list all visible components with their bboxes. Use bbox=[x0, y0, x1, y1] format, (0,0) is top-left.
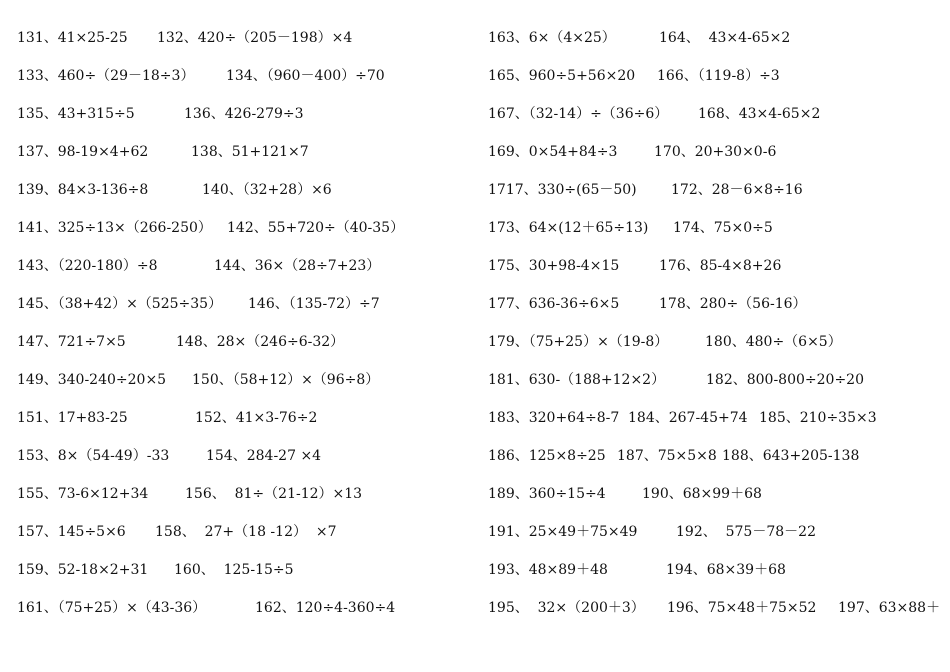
problem-item: 144、36×（28÷7+23） bbox=[214, 258, 381, 274]
problem-item: 172、28－6×8÷16 bbox=[671, 182, 803, 198]
problem-item: 165、960÷5+56×20 bbox=[488, 68, 636, 84]
problem-item: 147、721÷7×5 bbox=[17, 334, 126, 350]
problem-item: 176、85-4×8+26 bbox=[659, 258, 782, 274]
problem-item: 136、426-279÷3 bbox=[184, 106, 304, 122]
right-row bbox=[0, 483, 950, 505]
problem-item: 160、 125-15÷5 bbox=[174, 562, 294, 578]
right-row bbox=[0, 369, 950, 391]
problem-item: 185、210÷35×3 bbox=[759, 410, 877, 426]
problem-item: 195、 32×（200＋3） bbox=[488, 600, 645, 616]
problem-item: 140、（32+28）×6 bbox=[202, 182, 332, 198]
right-row bbox=[0, 27, 950, 49]
right-row bbox=[0, 103, 950, 125]
problem-item: 159、52-18×2+31 bbox=[17, 562, 149, 578]
problem-item: 194、68×39＋68 bbox=[666, 562, 786, 578]
problem-item: 187、75×5×8 bbox=[617, 448, 717, 464]
problem-item: 184、267-45+74 bbox=[628, 410, 748, 426]
problem-item: 192、 575－78－22 bbox=[676, 524, 816, 540]
problem-item: 182、800-800÷20÷20 bbox=[706, 372, 864, 388]
problem-item: 148、28×（246÷6-32） bbox=[176, 334, 345, 350]
problem-item: 196、75×48＋75×52 bbox=[667, 600, 817, 616]
problem-item: 197、63×88＋ bbox=[838, 600, 941, 616]
problem-item: 186、125×8÷25 bbox=[488, 448, 606, 464]
problem-item: 133、460÷（29－18÷3） bbox=[17, 68, 195, 84]
problem-item: 156、 81÷（21-12）×13 bbox=[185, 486, 363, 502]
problem-item: 154、284-27 ×4 bbox=[206, 448, 322, 464]
problem-item: 137、98-19×4+62 bbox=[17, 144, 149, 160]
problem-item: 179、（75+25）×（19-8） bbox=[488, 334, 669, 350]
problem-item: 183、320+64÷8-7 bbox=[488, 410, 620, 426]
problem-item: 180、480÷（6×5） bbox=[705, 334, 842, 350]
problem-item: 161、（75+25）×（43-36） bbox=[17, 600, 207, 616]
right-row bbox=[0, 597, 950, 619]
right-row bbox=[0, 407, 950, 429]
problem-item: 170、20+30×0-6 bbox=[654, 144, 777, 160]
problem-item: 168、43×4-65×2 bbox=[698, 106, 821, 122]
problem-item: 143、（220-180）÷8 bbox=[17, 258, 158, 274]
right-row bbox=[0, 331, 950, 353]
problem-item: 151、17+83-25 bbox=[17, 410, 128, 426]
problem-item: 174、75×0÷5 bbox=[673, 220, 773, 236]
right-row bbox=[0, 179, 950, 201]
problem-item: 155、73-6×12+34 bbox=[17, 486, 149, 502]
right-row bbox=[0, 255, 950, 277]
right-row bbox=[0, 445, 950, 467]
right-row bbox=[0, 65, 950, 87]
problem-item: 141、325÷13×（266-250） bbox=[17, 220, 212, 236]
right-row bbox=[0, 141, 950, 163]
problem-item: 191、25×49＋75×49 bbox=[488, 524, 638, 540]
problem-item: 157、145÷5×6 bbox=[17, 524, 126, 540]
problem-item: 193、48×89＋48 bbox=[488, 562, 608, 578]
problem-item: 132、420÷（205－198）×4 bbox=[157, 30, 353, 46]
problem-item: 167、（32-14）÷（36÷6） bbox=[488, 106, 669, 122]
problem-item: 139、84×3-136÷8 bbox=[17, 182, 149, 198]
problem-item: 150、（58+12）×（96÷8） bbox=[192, 372, 380, 388]
right-row bbox=[0, 293, 950, 315]
problem-item: 149、340-240÷20×5 bbox=[17, 372, 167, 388]
problem-item: 131、41×25-25 bbox=[17, 30, 128, 46]
problem-item: 134、（960－400）÷70 bbox=[226, 68, 385, 84]
right-row bbox=[0, 217, 950, 239]
problem-item: 1717、330÷(65－50) bbox=[488, 182, 637, 198]
problem-item: 138、51+121×7 bbox=[191, 144, 309, 160]
problem-item: 178、280÷（56-16） bbox=[659, 296, 807, 312]
problem-item: 166、（119-8）÷3 bbox=[657, 68, 780, 84]
problem-item: 158、 27+（18 -12） ×7 bbox=[155, 524, 337, 540]
problem-item: 175、30+98-4×15 bbox=[488, 258, 620, 274]
problem-item: 162、120÷4-360÷4 bbox=[255, 600, 396, 616]
right-row bbox=[0, 521, 950, 543]
problem-item: 142、55+720÷（40-35） bbox=[227, 220, 405, 236]
problem-item: 169、0×54+84÷3 bbox=[488, 144, 618, 160]
right-row bbox=[0, 559, 950, 581]
problem-item: 163、6×（4×25） bbox=[488, 30, 616, 46]
problem-item: 173、64×(12＋65÷13) bbox=[488, 220, 649, 236]
problem-item: 153、8×（54-49）-33 bbox=[17, 448, 170, 464]
problem-item: 181、630-（188+12×2） bbox=[488, 372, 666, 388]
problem-item: 190、68×99＋68 bbox=[642, 486, 762, 502]
problem-item: 164、 43×4-65×2 bbox=[659, 30, 791, 46]
problem-item: 189、360÷15÷4 bbox=[488, 486, 606, 502]
problem-item: 135、43+315÷5 bbox=[17, 106, 135, 122]
problem-item: 177、636-36÷6×5 bbox=[488, 296, 620, 312]
problem-item: 188、643+205-138 bbox=[722, 448, 860, 464]
problem-item: 152、41×3-76÷2 bbox=[195, 410, 318, 426]
problem-item: 146、（135-72）÷7 bbox=[248, 296, 380, 312]
problem-item: 145、（38+42）×（525÷35） bbox=[17, 296, 223, 312]
